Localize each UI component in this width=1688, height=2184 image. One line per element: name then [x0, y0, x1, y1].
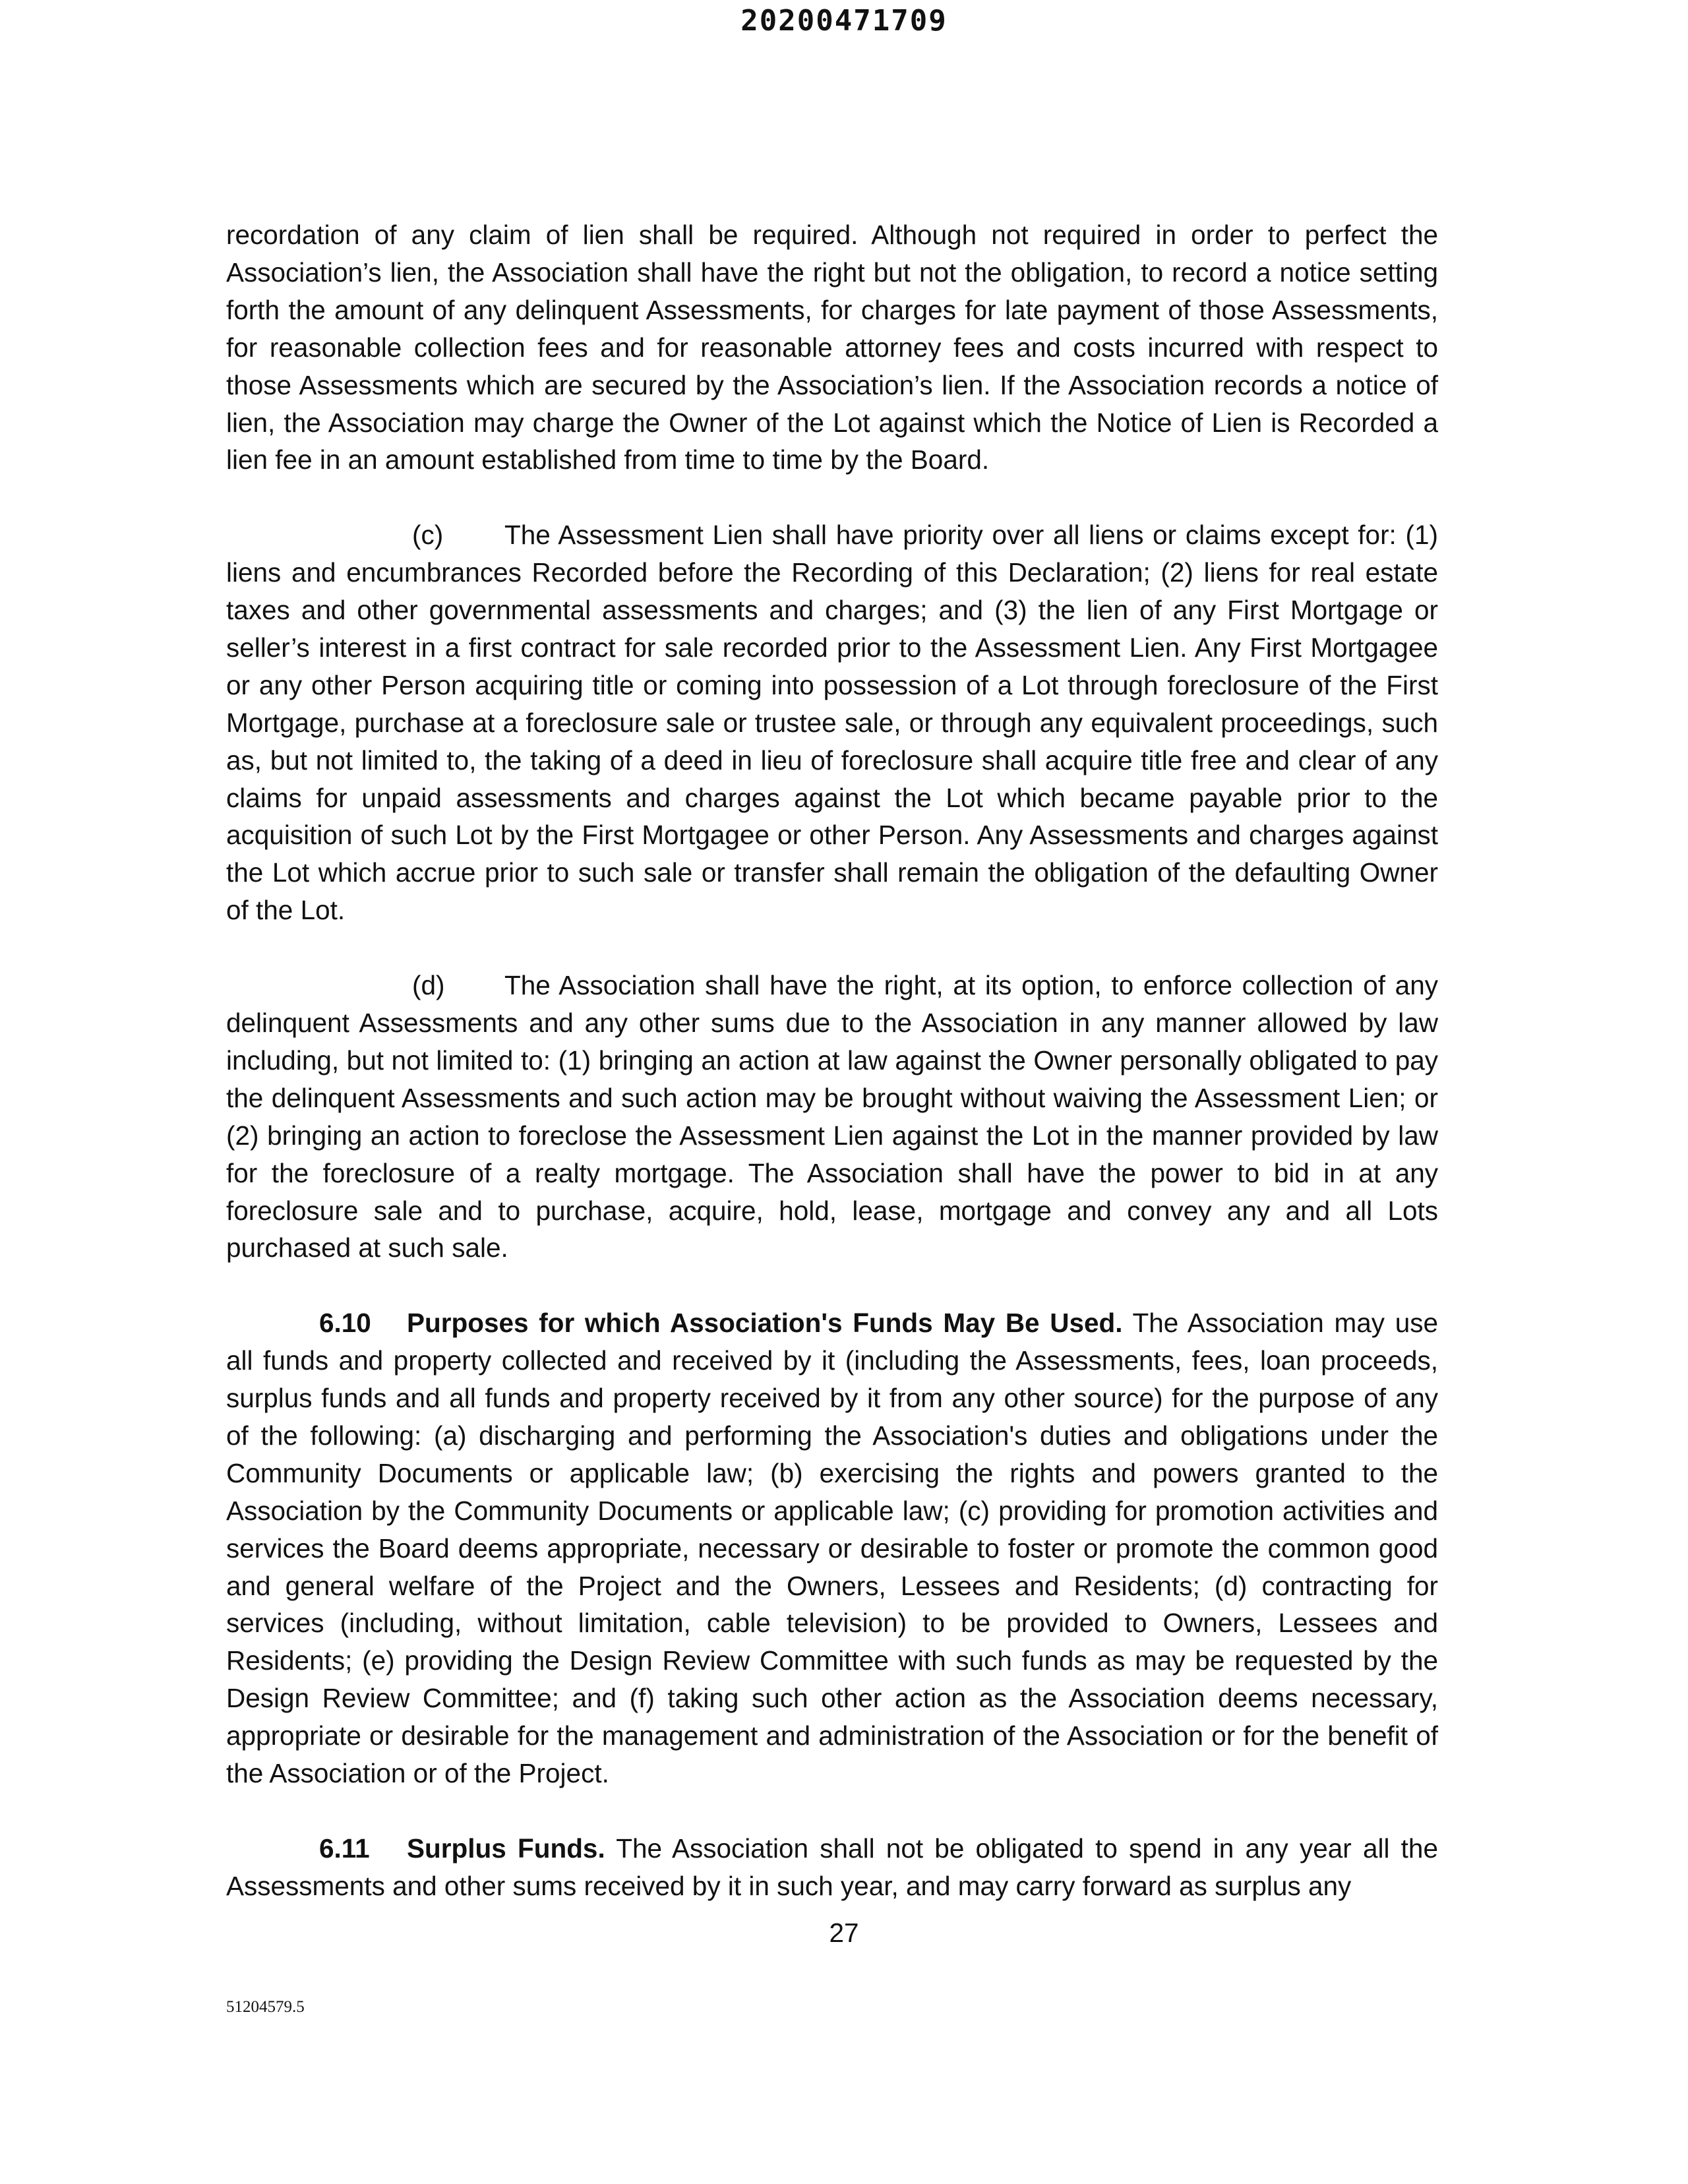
- paragraph-gap: [226, 1267, 1438, 1304]
- section-6-10-number: 6.10: [319, 1308, 371, 1339]
- subsection-d: [226, 967, 1438, 1267]
- section-6-10-title: Purposes for which Association's Funds May Be Used.: [407, 1308, 1123, 1339]
- section-6-10-text: The Association may use all funds and property collected and received by it (including the Assessments, fees, loan proceeds, surplus funds and all funds and property received by it from any other source) for the purpose of any of the following: (a) discharging and performing the Association's duties and obligations under the Community Documents or applicable law; (b) exercising the rights and powers granted to the Association by the Community Documents or applicable law; (c) providing for promotion activities and services the Board deems appropriate, necessary or desirable to foster or promote the common good and general welfare of the Project and the Owners, Lessees and Residents; (d) contracting for services (including, without limitation, cable television) to be provided to Owners, Lessees and Residents; (e) providing the Design Review Committee with such funds as may be requested by the Design Review Committee; and (f) taking such other action as the Association deems necessary, appropriate or desirable for the management and administration of the Association or for the benefit of the Association or of the Project.: [226, 1308, 1438, 1789]
- subsection-d-marker: (d): [412, 970, 445, 1001]
- section-6-10: [226, 1304, 1438, 1792]
- section-6-11-number: 6.11: [319, 1833, 370, 1864]
- document-body: [226, 216, 1438, 1905]
- page-number: 27: [829, 1918, 859, 1948]
- paragraph-gap: [226, 929, 1438, 967]
- subsection-c-marker: (c): [412, 520, 444, 551]
- section-6-11: [226, 1830, 1438, 1905]
- recording-number: 20200471709: [740, 4, 948, 38]
- subsection-d-text: The Association shall have the right, at its option, to enforce collection of any delinquent Assessments and any other sums due to the Association in any manner allowed by law including, but not limited to: (1) bringing an action at law against the Owner personally obligated to pay the delinquent Assessments and such action may be brought without waiving the Assessment Lien; or (2) bringing an action to foreclose the Assessment Lien against the Lot in the manner provided by law for the foreclosure of a realty mortgage. The Association shall have the power to bid in at any foreclosure sale and to purchase, acquire, hold, lease, mortgage and convey any and all Lots purchased at such sale.: [226, 970, 1438, 1263]
- section-6-11-text: The Association shall not be obligated to spend in any year all the Assessments and other sums received by it in such year, and may carry forward as surplus any: [226, 1833, 1438, 1901]
- paragraph-gap: [226, 479, 1438, 516]
- document-id: 51204579.5: [226, 1998, 305, 2016]
- intro-paragraph: recordation of any claim of lien shall be required. Although not required in order to perfect the Association’s lien, the Association shall have the right but not the obligation, to record a notice setting forth the amount of any delinquent Assessments, for charges for late payment of those Assessments, for reasonable collection fees and for reasonable attorney fees and costs incurred with respect to those Assessments which are secured by the Association’s lien. If the Association records a notice of lien, the Association may charge the Owner of the Lot against which the Notice of Lien is Recorded a lien fee in an amount established from time to time by the Board.: [226, 220, 1438, 475]
- subsection-c: [226, 516, 1438, 929]
- subsection-c-text: The Assessment Lien shall have priority over all liens or claims except for: (1) liens and encumbrances Recorded before the Recording of this Declaration; (2) liens for real estate taxes and other governmental assessments and charges; and (3) the lien of any First Mortgage or seller’s interest in a first contract for sale recorded prior to the Assessment Lien. Any First Mortgagee or any other Person acquiring title or coming into possession of a Lot through foreclosure of the First Mortgage, purchase at a foreclosure sale or trustee sale, or through any equivalent proceedings, such as, but not limited to, the taking of a deed in lieu of foreclosure shall acquire title free and clear of any claims for unpaid assessments and charges against the Lot which became payable prior to the acquisition of such Lot by the First Mortgagee or other Person. Any Assessments and charges against the Lot which accrue prior to such sale or transfer shall remain the obligation of the defaulting Owner of the Lot.: [226, 520, 1438, 926]
- section-6-11-title: Surplus Funds.: [407, 1833, 605, 1864]
- paragraph-gap: [226, 1792, 1438, 1830]
